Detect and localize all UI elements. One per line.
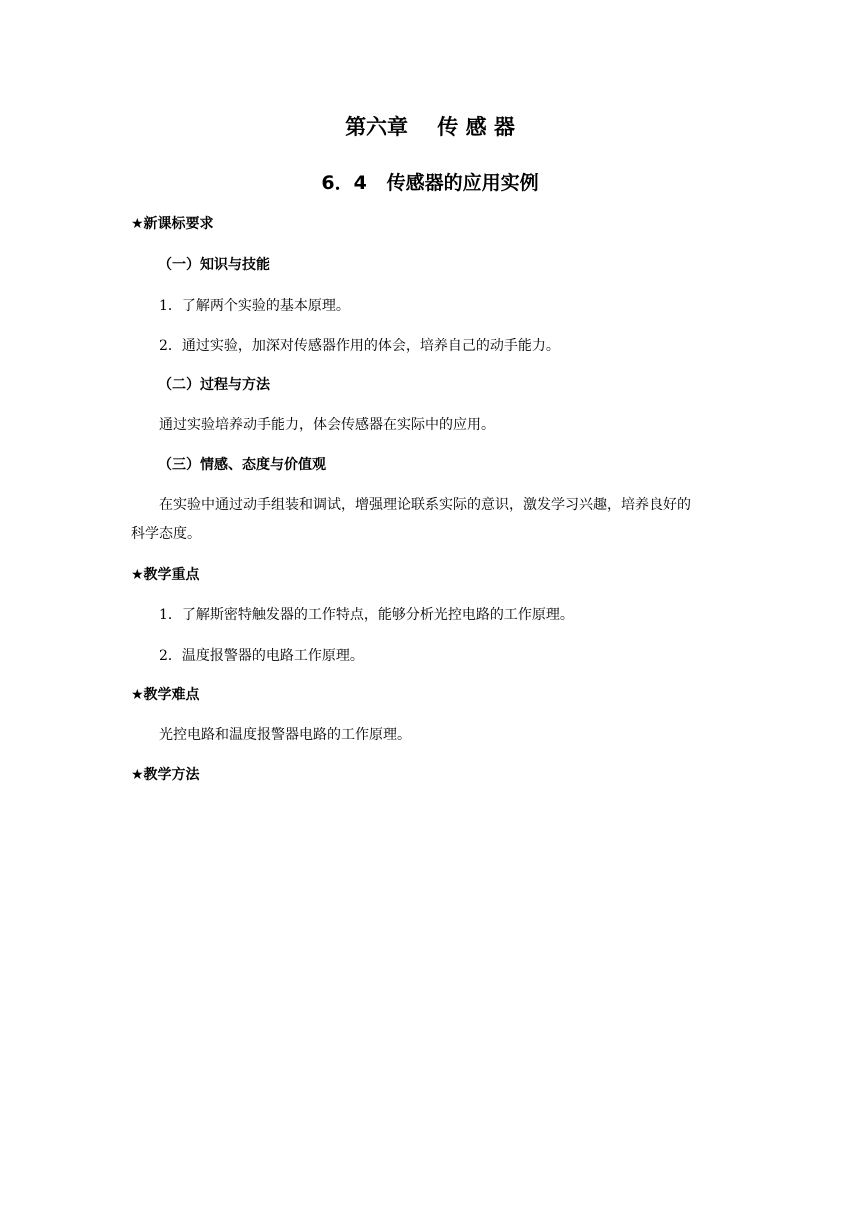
chapter-title: 第六章 传 感 器 bbox=[345, 115, 515, 139]
key-point-item-1: 1．了解斯密特触发器的工作特点，能够分析光控电路的工作原理。 bbox=[159, 607, 574, 623]
knowledge-item-1: 1．了解两个实验的基本原理。 bbox=[159, 298, 350, 314]
knowledge-item-2: 2．通过实验，加深对传感器作用的体会，培养自己的动手能力。 bbox=[159, 338, 560, 354]
process-methods-heading: （二）过程与方法 bbox=[158, 377, 270, 393]
knowledge-skills-heading: （一）知识与技能 bbox=[158, 257, 270, 273]
teaching-methods-heading: ★教学方法 bbox=[131, 767, 200, 783]
attitude-values-text-line-1: 在实验中通过动手组装和调试，增强理论联系实际的意识，激发学习兴趣，培养良好的 bbox=[159, 497, 691, 513]
standards-heading: ★新课标要求 bbox=[131, 216, 214, 232]
difficulties-text: 光控电路和温度报警器电路的工作原理。 bbox=[159, 727, 411, 743]
attitude-values-heading: （三）情感、态度与价值观 bbox=[158, 457, 326, 473]
key-points-heading: ★教学重点 bbox=[131, 567, 200, 583]
process-methods-text: 通过实验培养动手能力，体会传感器在实际中的应用。 bbox=[159, 417, 495, 433]
key-point-item-2: 2．温度报警器的电路工作原理。 bbox=[159, 648, 364, 664]
attitude-values-text-line-2: 科学态度。 bbox=[131, 526, 201, 542]
section-title: 6．4 传感器的应用实例 bbox=[321, 172, 539, 194]
difficulties-heading: ★教学难点 bbox=[131, 687, 200, 703]
